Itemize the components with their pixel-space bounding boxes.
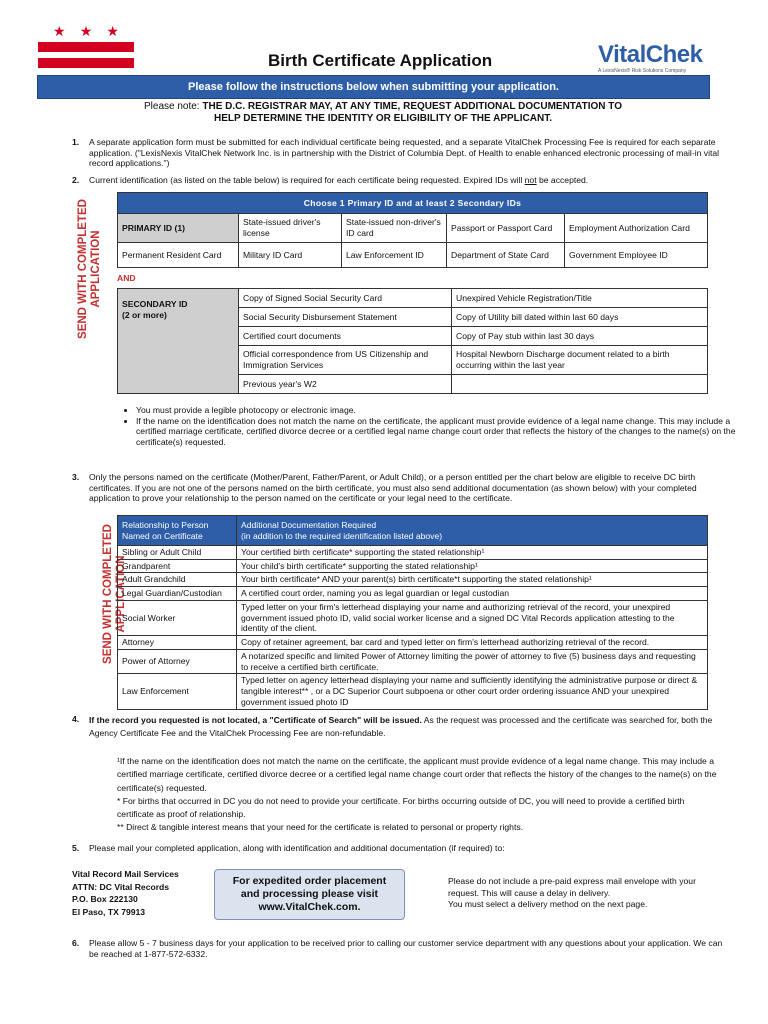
primary-id-label: PRIMARY ID (1)	[118, 214, 239, 243]
rel-doc-cell: Your certified birth certificate* supporting the stated relationship¹	[237, 546, 708, 560]
rel-doc-cell: A notarized specific and limited Power of Attorney limiting the power of attorney to five (5) business days and requesting to receive a certified birth certificate.	[237, 649, 708, 673]
address-line: ATTN: DC Vital Records	[72, 881, 170, 892]
item-4-bold: If the record you requested is not located, a "Certificate of Search" will be issued.	[89, 715, 422, 725]
mailing-note	[448, 876, 708, 911]
flag-bar	[38, 42, 134, 52]
star-icon: ★	[53, 23, 66, 39]
side-label-line1: SEND WITH COMPLETED	[77, 199, 89, 339]
expedited-line2: and processing please visit	[240, 888, 379, 900]
relationship-table	[117, 515, 708, 710]
footnote-3: ** Direct & tangible interest means that your need for the certificate is related to personal or property rights.	[117, 822, 524, 833]
id-cell: Department of State Card	[447, 243, 565, 268]
star-icon: ★	[106, 23, 119, 39]
id-bullets	[118, 405, 736, 448]
item-2-not: not	[524, 175, 537, 185]
secondary-cell: Previous year's W2	[239, 375, 452, 394]
mailing-note-line1: Please do not include a pre-paid express mail envelope with your request. This will cause a delay in delivery.	[448, 876, 696, 898]
secondary-cell: Copy of Utility bill dated within last 60 days	[452, 308, 708, 327]
rel-doc-cell: Your child's birth certificate* supporting the stated relationship¹	[237, 559, 708, 573]
dc-flag-logo	[38, 24, 134, 70]
rel-header-relationship: Relationship to Person Named on Certificate	[118, 516, 237, 546]
rel-cell: Adult Grandchild	[118, 573, 237, 587]
page-title: Birth Certificate Application	[268, 51, 493, 70]
item-2-text-a: Current identification (as listed on the table below) is required for each certificate being requested. Expired IDs will	[89, 175, 525, 185]
secondary-cell: Unexpired Vehicle Registration/Title	[452, 289, 708, 308]
rel-cell: Legal Guardian/Custodian	[118, 587, 237, 601]
id-cell: Passport or Passport Card	[447, 214, 565, 243]
id-cell: Employment Authorization Card	[565, 214, 708, 243]
item-2-text-c: be accepted.	[536, 175, 589, 185]
side-label-line2: APPLICATION	[115, 555, 127, 633]
rel-header-docs	[237, 516, 708, 546]
expedited-line1: For expedited order placement	[232, 875, 387, 887]
item-3-text: Only the persons named on the certificate (Mother/Parent, Father/Parent, or Adult Child), or a person entitled per the chart below are eligible to receive DC birth certificates. If you are not one of the persons named on the birth certificate, you must also send additional documentation (as shown below) with your completed application to prove your relationship to the person named on the certificate or your legal need to the certificate.	[89, 472, 697, 504]
note-prefix: Please note:	[143, 101, 203, 112]
item-2-text	[89, 175, 724, 186]
secondary-cell: Copy of Pay stub within last 30 days	[452, 327, 708, 346]
bullet-item: • You must provide a legible photocopy or electronic image.	[136, 405, 736, 416]
note-line2: HELP DETERMINE THE IDENTITY OR ELIGIBILITY OF THE APPLICANT.	[214, 113, 552, 124]
address-line: El Paso, TX 79913	[72, 906, 146, 917]
rel-cell: Sibling or Adult Child	[118, 546, 237, 560]
rel-header-docs-line2: (in addition to the required identification listed above)	[241, 530, 443, 541]
send-with-application-label	[77, 194, 103, 344]
item-number: 2.	[72, 175, 80, 185]
id-table-header: Choose 1 Primary ID and at least 2 Secondary IDs	[118, 193, 708, 214]
footnote-2: * For births that occurred in DC you do not need to provide your certificate. For births occurring outside of DC, you will need to provide a certified birth certificate as proof of relationship.	[117, 795, 685, 820]
note-line1: THE D.C. REGISTRAR MAY, AT ANY TIME, REQUEST ADDITIONAL DOCUMENTATION TO	[202, 101, 623, 112]
id-cell: State-issued non-driver's ID card	[342, 214, 447, 243]
rel-doc-cell: Copy of retainer agreement, bar card and typed letter on firm's letterhead authorizing retrieval of the record.	[237, 636, 708, 650]
mailing-address	[72, 868, 179, 918]
secondary-cell: Copy of Signed Social Security Card	[239, 289, 452, 308]
rel-cell: Law Enforcement	[118, 674, 237, 709]
item-number: 5.	[72, 843, 80, 853]
footnotes	[117, 755, 717, 835]
id-cell: State-issued driver's license	[239, 214, 342, 243]
id-cell: Government Employee ID	[565, 243, 708, 268]
item-number: 1.	[72, 137, 80, 147]
star-icon: ★	[79, 23, 93, 39]
vitalchek-logo	[598, 40, 710, 74]
id-cell: Permanent Resident Card	[118, 243, 239, 268]
rel-doc-cell: Your birth certificate* AND your parent(s) birth certificate*t supporting the stated relationship¹	[237, 573, 708, 587]
secondary-cell: Social Security Disbursement Statement	[239, 308, 452, 327]
item-6-text: Please allow 5 - 7 business days for your application to be received prior to calling our customer service department with any questions about your application. We can be reached at 1-877-572-6332.	[89, 938, 723, 959]
flag-bar	[38, 58, 134, 68]
rel-doc-cell: A certified court order, naming you as legal guardian or legal custodian	[237, 587, 708, 601]
primary-id-table	[117, 192, 708, 268]
registrar-note	[38, 101, 728, 125]
item-number: 3.	[72, 472, 80, 482]
item-1-text: A separate application form must be submitted for each individual certificate being requested, and a separate VitalChek Processing Fee is required for each separate application. ("LexisNexis VitalChek Network Inc. is in partnership with the District of Columbia Dept. of Health to enable enhanced electronic processing of mail-in vital record applications.")	[89, 137, 720, 169]
side-label-line1: SEND WITH COMPLETED	[102, 524, 114, 664]
item-4-text	[89, 714, 724, 740]
vitalchek-link[interactable]: www.VitalChek.com.	[258, 901, 361, 913]
instructions-banner: Please follow the instructions below when submitting your application.	[38, 76, 709, 98]
id-cell: Law Enforcement ID	[342, 243, 447, 268]
secondary-label-line2: (2 or more)	[122, 309, 167, 320]
footnote-1: ¹If the name on the identification does not match the name on the certificate, the applicant must provide evidence of a legal name change. This may include a certified marriage certificate, certified divorce decree or a certified legal name change court order that reflects the history of the changes to the name(s) on the certificate(s) requested.	[117, 756, 717, 793]
logo-tagline: A LexisNexis® Risk Solutions Company	[598, 68, 687, 74]
rel-doc-cell: Typed letter on agency letterhead displaying your name and sufficiently identifying the administrative purpose or direct & tangible interest** , or a DC Superior Court subpoena or other court order ordering issuance AND your unexpired government issued photo ID	[237, 674, 708, 709]
bullet-item: • If the name on the identification does not match the name on the certificate, the applicant must provide evidence of a legal name change. This may include a certified marriage certificate, certified divorce decree or a certified legal name change court order that reflects the history of the changes to the name(s) on the certificate(s) requested.	[136, 416, 736, 448]
secondary-id-label	[118, 289, 239, 394]
secondary-cell	[452, 375, 708, 394]
id-cell: Military ID Card	[239, 243, 342, 268]
address-line: Vital Record Mail Services	[72, 869, 179, 879]
rel-cell: Grandparent	[118, 559, 237, 573]
item-number: 4.	[72, 714, 80, 724]
secondary-id-table	[117, 288, 708, 394]
logo-text: VitalChek	[598, 41, 703, 68]
rel-cell: Social Worker	[118, 600, 237, 635]
address-line: P.O. Box 222130	[72, 894, 138, 904]
rel-cell: Power of Attorney	[118, 649, 237, 673]
item-4-rest: As the request was processed and the certificate was searched for, both the Agency Certificate Fee and the VitalChek Processing Fee are non-refundable.	[89, 715, 713, 738]
rel-header-docs-line1: Additional Documentation Required	[241, 519, 377, 530]
side-label-line2: APPLICATION	[90, 230, 102, 308]
item-number: 6.	[72, 938, 80, 948]
item-5-text: Please mail your completed application, along with identification and additional documentation (if required) to:	[89, 843, 505, 853]
secondary-cell: Hospital Newborn Discharge document related to a birth occurring within the last year	[452, 346, 708, 375]
secondary-cell: Certified court documents	[239, 327, 452, 346]
secondary-cell: Official correspondence from US Citizenship and Immigration Services	[239, 346, 452, 375]
rel-doc-cell: Typed letter on your firm's letterhead displaying your name and authorizing retrieval of the record, your unexpired government issued photo ID, valid social worker license and a signed DC Vital Records application attesting to the identity of the client.	[237, 600, 708, 635]
expedited-order-box	[214, 869, 405, 920]
rel-cell: Attorney	[118, 636, 237, 650]
and-label: AND	[117, 273, 136, 283]
mailing-note-line2: You must select a delivery method on the next page.	[448, 899, 648, 909]
secondary-label-line1: SECONDARY ID	[122, 299, 188, 309]
